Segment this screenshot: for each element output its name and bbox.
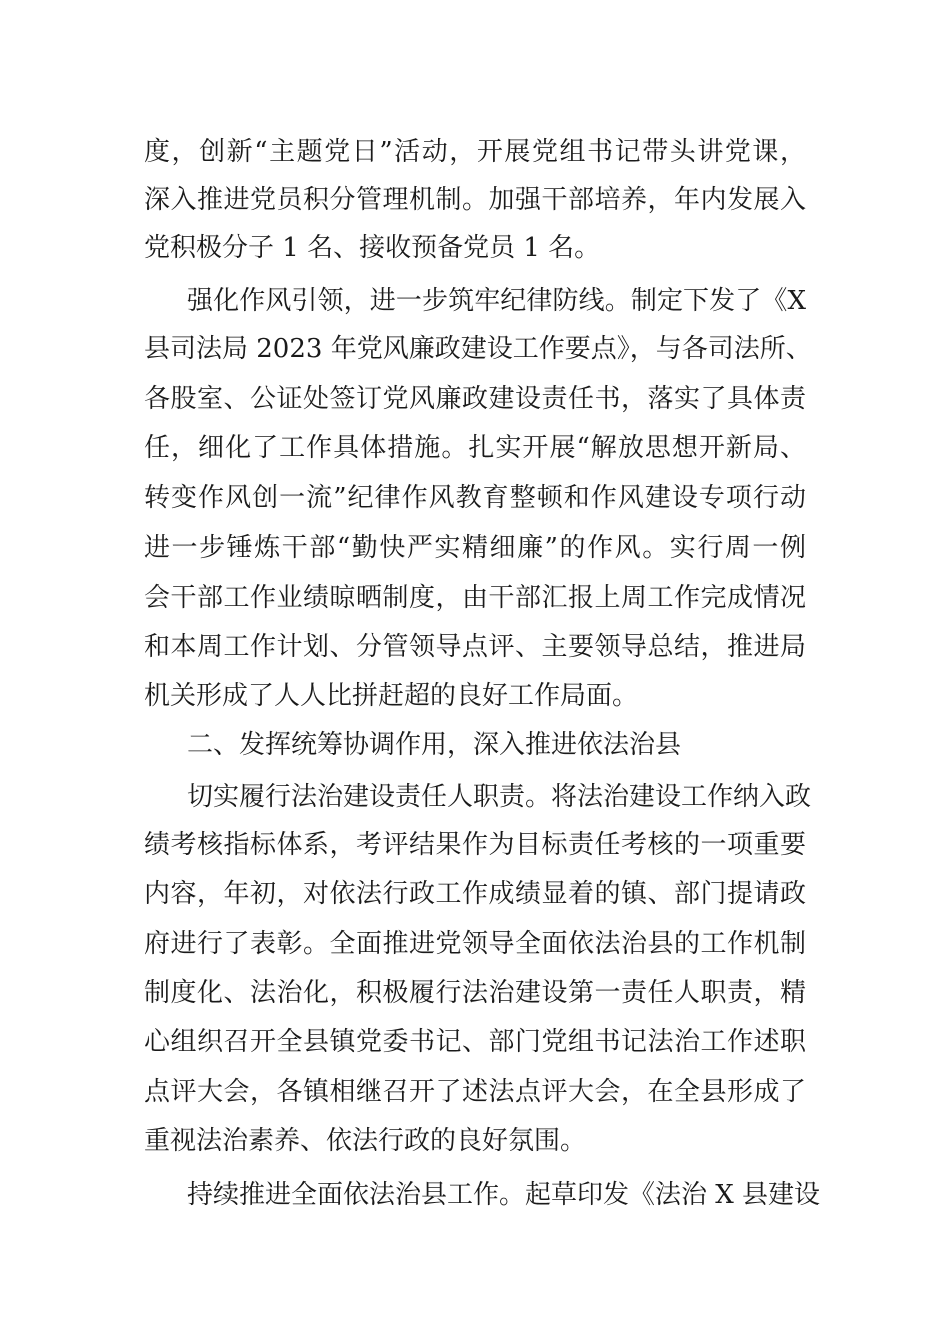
text-line — [0, 474, 950, 522]
line-text: 重视法治素养、依法行政的良好氛围。 — [144, 1126, 587, 1156]
line-text: 内容，年初，对依法行政工作成绩显着的镇、部门提请政 — [144, 879, 806, 909]
paragraph-first-line — [0, 773, 950, 821]
line-text: 制度化、法治化，积极履行法治建设第一责任人职责，精 — [144, 978, 806, 1008]
text-line — [0, 224, 950, 272]
text-line — [0, 574, 950, 622]
line-text: 县司法局 2023 年党风廉政建设工作要点》，与各司法所、 — [144, 334, 812, 364]
line-text: 会干部工作业绩晾晒制度，由干部汇报上周工作完成情况 — [144, 583, 806, 613]
text-line — [0, 524, 950, 572]
line-text: 党积极分子 1 名、接收预备党员 1 名。 — [144, 233, 601, 263]
text-line — [0, 325, 950, 373]
text-line — [0, 870, 950, 918]
line-text: 持续推进全面依法治县工作。起草印发《法治 X 县建设 — [187, 1180, 821, 1210]
paragraph-first-line — [0, 1171, 950, 1219]
line-text: 心组织召开全县镇党委书记、部门党组书记法治工作述职 — [144, 1027, 806, 1057]
text-line — [0, 424, 950, 472]
line-text: 切实履行法治建设责任人职责。将法治建设工作纳入政 — [187, 782, 812, 812]
text-line — [0, 672, 950, 720]
line-text: 进一步锤炼干部“勤快严实精细廉”的作风。实行周一例 — [144, 533, 806, 563]
line-text: 强化作风引领，进一步筑牢纪律防线。制定下发了《X — [187, 286, 806, 316]
line-text: 点评大会，各镇相继召开了述法点评大会，在全县形成了 — [144, 1077, 806, 1107]
line-text: 任，细化了工作具体措施。扎实开展“解放思想开新局、 — [144, 433, 806, 463]
text-line — [0, 821, 950, 869]
line-text: 府进行了表彰。全面推进党领导全面依法治县的工作机制 — [144, 929, 806, 959]
text-line — [0, 375, 950, 423]
text-line — [0, 128, 950, 176]
line-text: 和本周工作计划、分管领导点评、主要领导总结，推进局 — [144, 632, 806, 662]
text-line — [0, 176, 950, 224]
text-line — [0, 1117, 950, 1165]
section-heading — [0, 721, 950, 769]
text-line — [0, 920, 950, 968]
line-text: 绩考核指标体系，考评结果作为目标责任考核的一项重要 — [144, 830, 806, 860]
line-text: 深入推进党员积分管理机制。加强干部培养，年内发展入 — [144, 185, 806, 215]
line-text: 各股室、公证处签订党风廉政建设责任书，落实了具体责 — [144, 384, 806, 414]
heading-text: 二、发挥统筹协调作用，深入推进依法治县 — [187, 730, 682, 760]
line-text: 机关形成了人人比拼赶超的良好工作局面。 — [144, 681, 639, 711]
text-line — [0, 1068, 950, 1116]
text-line — [0, 1018, 950, 1066]
text-line — [0, 623, 950, 671]
paragraph-first-line — [0, 277, 950, 325]
line-text: 转变作风创一流”纪律作风教育整顿和作风建设专项行动 — [144, 483, 806, 513]
line-text: 度，创新“主题党日”活动，开展党组书记带头讲党课， — [144, 137, 806, 167]
text-line — [0, 969, 950, 1017]
